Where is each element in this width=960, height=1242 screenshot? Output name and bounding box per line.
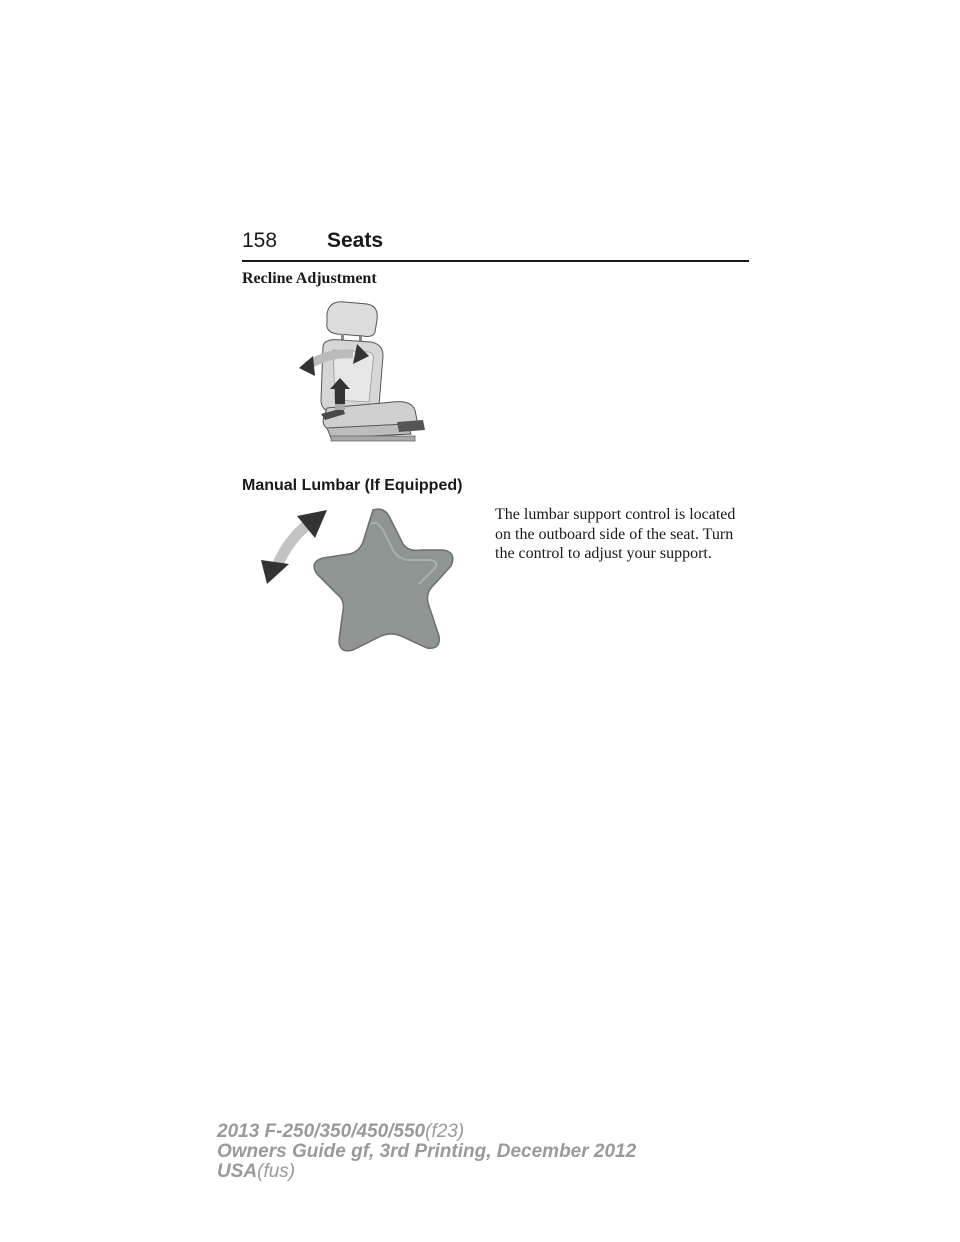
footer-market-code: (fus) — [257, 1161, 296, 1182]
footer-line-3 — [217, 1162, 636, 1182]
document-footer — [217, 1122, 636, 1182]
manual-lumbar-heading: Manual Lumbar (If Equipped) — [242, 477, 463, 494]
recline-adjustment-heading: Recline Adjustment — [242, 270, 377, 287]
page-header — [242, 228, 749, 262]
footer-line-2 — [217, 1142, 636, 1162]
footer-line-1 — [217, 1122, 636, 1142]
lumbar-arrow-band — [277, 522, 311, 566]
footer-printing: Owners Guide gf, 3rd Printing, December 2012 — [217, 1141, 637, 1162]
recline-arrow-left — [299, 356, 315, 376]
seat-recline-illustration — [297, 296, 437, 446]
headrest — [327, 302, 378, 337]
footer-model: 2013 F-250/350/450/550 — [217, 1121, 426, 1142]
seat-track — [331, 436, 415, 441]
footer-model-code: (f23) — [425, 1121, 465, 1142]
front-bar — [397, 420, 425, 432]
lift-arrow-stripes — [335, 404, 345, 410]
footer-market: USA — [217, 1161, 258, 1182]
lumbar-description: The lumbar support control is located on the outboard side of the seat. Turn the control to adjust your support. — [495, 506, 736, 562]
lumbar-arrow-down — [261, 560, 289, 584]
section-title: Seats — [327, 229, 384, 252]
lumbar-knob-illustration — [255, 502, 465, 662]
page-number: 158 — [242, 229, 278, 252]
lift-arrow-shaft — [335, 388, 345, 404]
